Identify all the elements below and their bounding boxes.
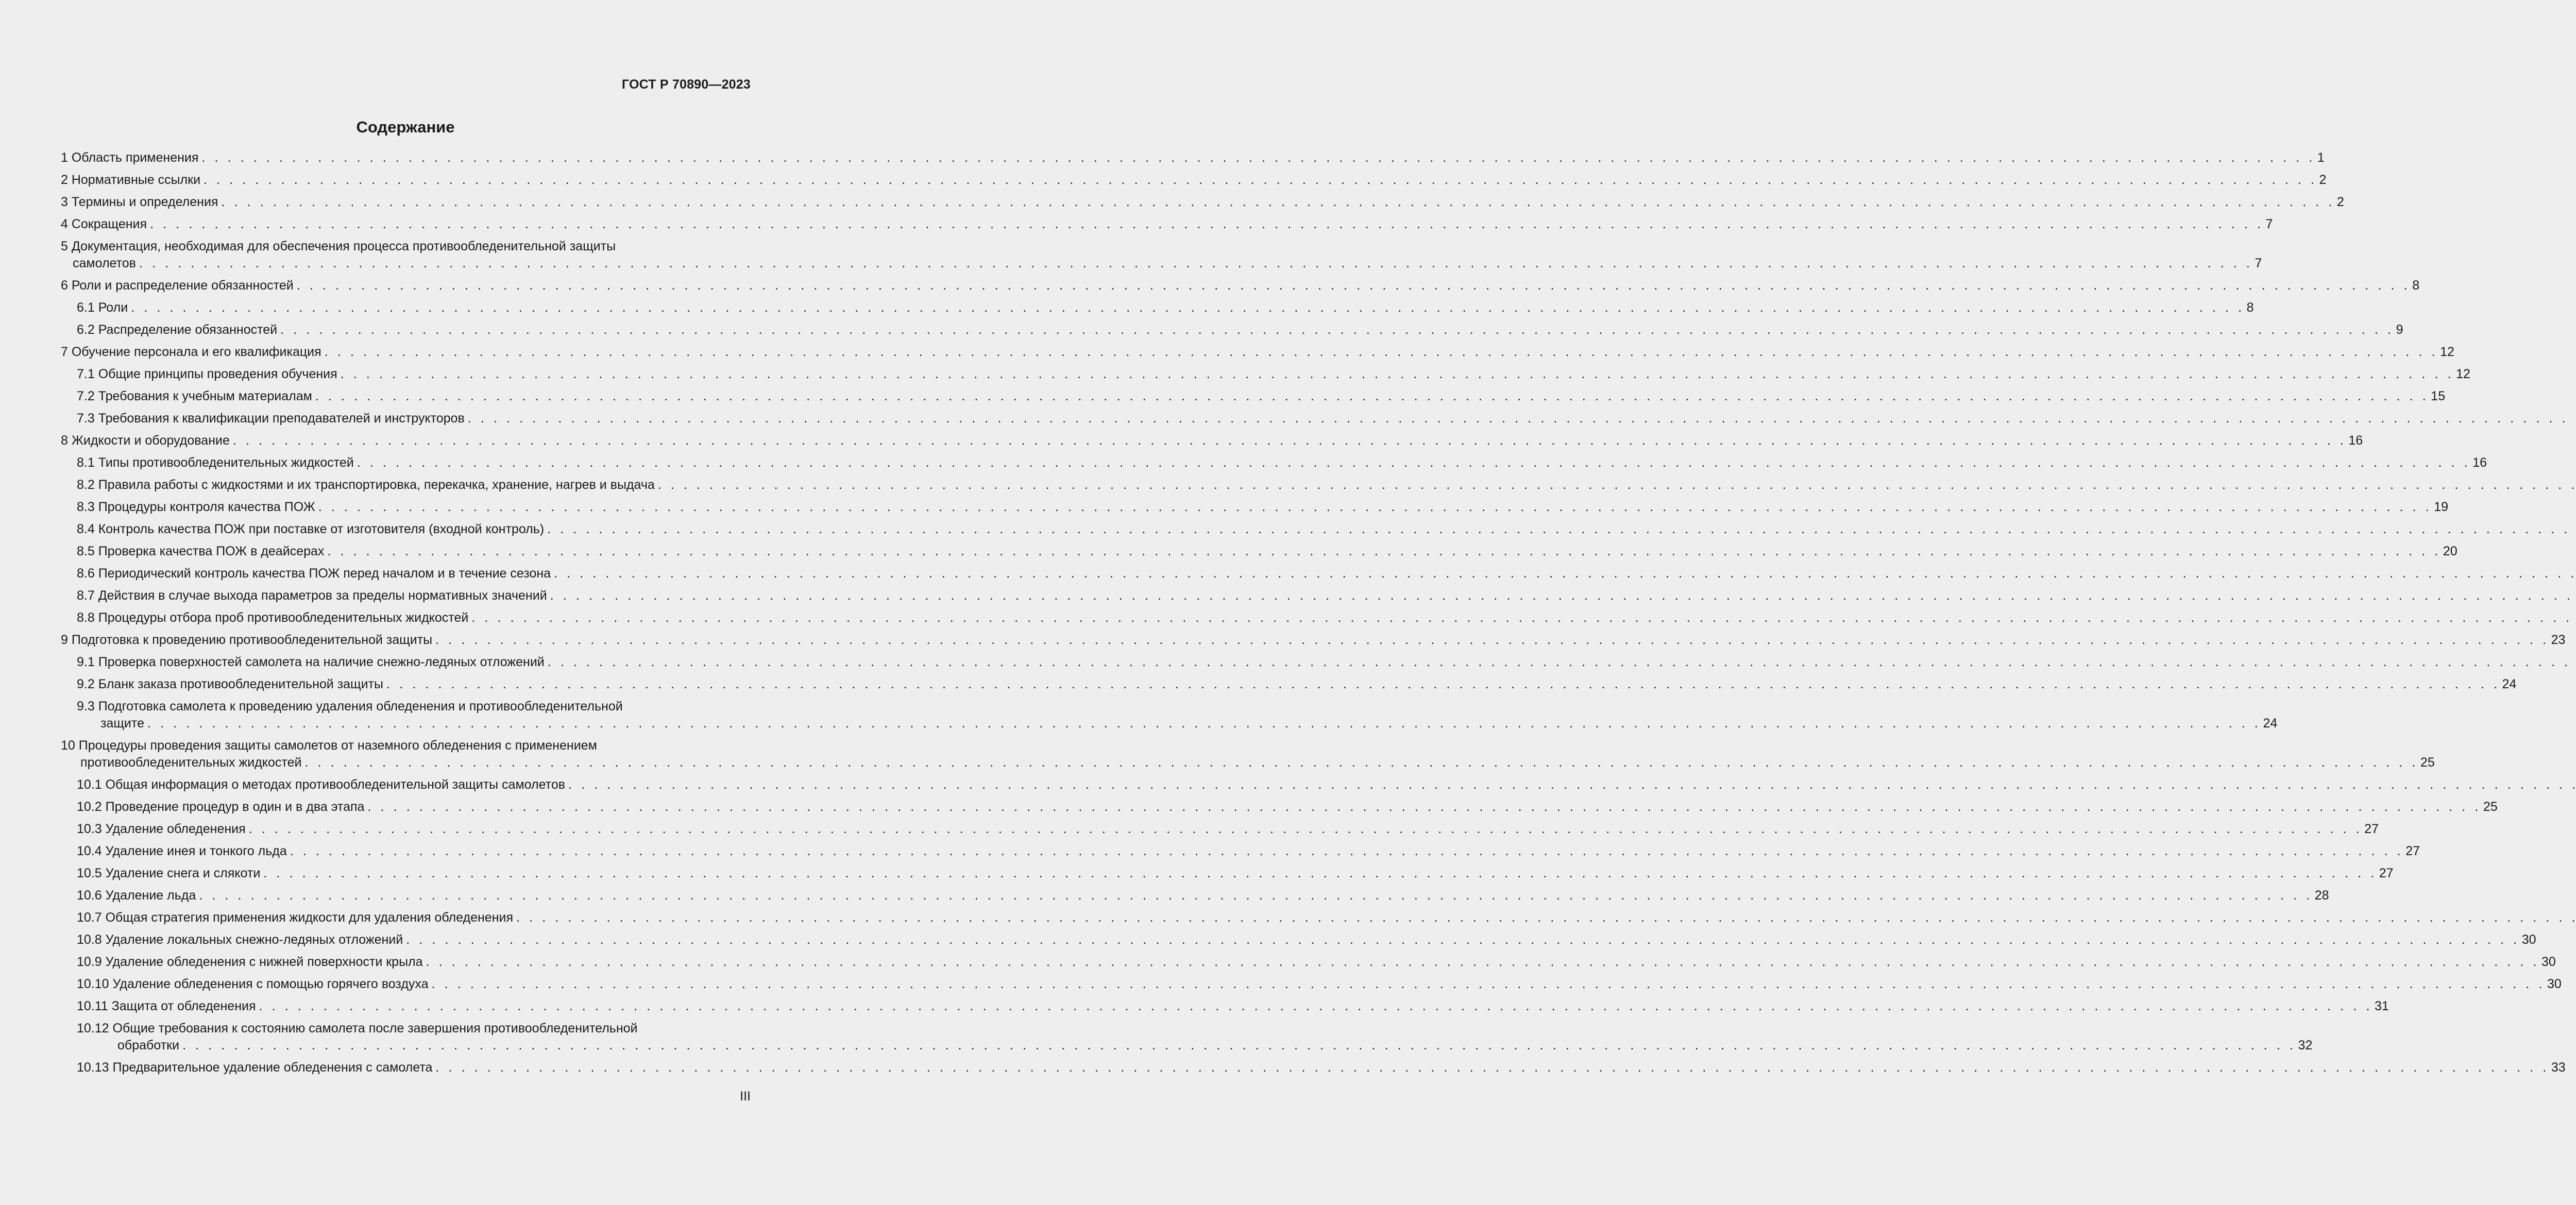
toc-entry-title: 4 Сокращения bbox=[61, 217, 147, 231]
dot-leader bbox=[435, 632, 2549, 649]
toc-entry[interactable] bbox=[77, 587, 751, 604]
toc-entry-title: 7.3 Требования к квалификации преподавателей и инструкторов bbox=[77, 411, 465, 426]
toc-entry[interactable] bbox=[61, 344, 2454, 361]
toc-entry-title: 9.2 Бланк заказа противообледенительной защиты bbox=[77, 677, 384, 691]
toc-title: Содержание bbox=[356, 118, 455, 136]
toc-entry-page: 30 bbox=[2541, 955, 2556, 969]
toc-entry[interactable] bbox=[77, 454, 2487, 471]
dot-leader bbox=[357, 454, 2470, 471]
toc-entry[interactable] bbox=[77, 366, 2470, 383]
toc-entry[interactable] bbox=[77, 887, 2329, 904]
toc-entry-page: 7 bbox=[2265, 217, 2273, 231]
dot-leader bbox=[297, 277, 2410, 294]
toc-entry-page: 27 bbox=[2364, 822, 2379, 836]
toc-entry-page: 32 bbox=[2298, 1038, 2313, 1053]
toc-entry[interactable] bbox=[77, 477, 751, 494]
toc-entry[interactable] bbox=[77, 865, 2394, 882]
dot-leader bbox=[315, 388, 2429, 405]
toc-entry-title: 10.6 Удаление льда bbox=[77, 888, 196, 903]
toc-entry-title: 10.5 Удаление снега и слякоти bbox=[77, 866, 261, 880]
dot-leader bbox=[468, 410, 2576, 427]
dot-leader bbox=[568, 776, 2576, 793]
dot-leader bbox=[658, 477, 2576, 494]
dot-leader bbox=[325, 344, 2438, 361]
toc-entry[interactable] bbox=[77, 609, 751, 626]
toc-entry[interactable] bbox=[77, 976, 2562, 993]
toc-entry-title: 8 Жидкости и оборудование bbox=[61, 433, 230, 448]
toc-entry[interactable] bbox=[77, 799, 2498, 816]
toc-entry-title: 8.5 Проверка качества ПОЖ в деайсерах bbox=[77, 544, 325, 558]
toc-entry-title: 7.1 Общие принципы проведения обучения bbox=[77, 367, 337, 381]
toc-entry[interactable] bbox=[77, 843, 2420, 860]
toc-entry-title: 10.8 Удаление локальных снежно-ледяных отложений bbox=[77, 932, 403, 947]
dot-leader bbox=[426, 954, 2539, 971]
toc-entry-title: 8.1 Типы противообледенительных жидкостей bbox=[77, 455, 354, 470]
toc-entry-title: 10 Процедуры проведения защиты самолетов от наземного обледенения с применением bbox=[61, 738, 597, 753]
toc-entry-title: 6.1 Роли bbox=[77, 300, 128, 315]
dot-leader bbox=[327, 543, 2441, 560]
toc-entry-page: 16 bbox=[2348, 433, 2363, 448]
dot-leader bbox=[471, 609, 2576, 626]
toc-entry-title: 10.9 Удаление обледенения с нижней поверхности крыла bbox=[77, 955, 423, 969]
toc-entry[interactable] bbox=[77, 821, 2379, 838]
toc-entry[interactable] bbox=[77, 388, 2446, 405]
toc-entry-title-continued: самолетов bbox=[73, 256, 136, 270]
toc-entry-title: 10.11 Защита от обледенения bbox=[77, 999, 256, 1013]
toc-entry-title: 10.2 Проведение процедур в один и в два этапа bbox=[77, 800, 365, 814]
toc-entry-page: 8 bbox=[2246, 300, 2254, 315]
toc-entry-title: 8.3 Процедуры контроля качества ПОЖ bbox=[77, 500, 315, 514]
dot-leader bbox=[139, 255, 2252, 272]
toc-entry-page: 27 bbox=[2405, 844, 2420, 858]
toc-entry-page: 16 bbox=[2472, 455, 2487, 470]
toc-entry[interactable] bbox=[61, 194, 2344, 211]
dot-leader bbox=[182, 1037, 2296, 1054]
toc-entry[interactable] bbox=[77, 565, 751, 582]
toc-entry[interactable] bbox=[77, 654, 751, 671]
toc-entry[interactable] bbox=[61, 238, 2262, 272]
dot-leader bbox=[233, 432, 2346, 449]
toc-entry[interactable] bbox=[77, 931, 2536, 948]
toc-entry-title: 6.2 Распределение обязанностей bbox=[77, 323, 278, 337]
dot-leader bbox=[150, 216, 2263, 233]
toc-entry-title: 1 Область применения bbox=[61, 150, 199, 165]
toc-entry[interactable] bbox=[61, 737, 2435, 771]
toc-entry[interactable] bbox=[61, 632, 2566, 649]
toc-entry-title: 9.1 Проверка поверхностей самолета на наличие снежно-ледяных отложений bbox=[77, 655, 545, 669]
toc-entry-page: 27 bbox=[2379, 866, 2394, 880]
dot-leader bbox=[199, 887, 2312, 904]
toc-entry[interactable] bbox=[77, 776, 751, 793]
toc-entry-page: 2 bbox=[2336, 195, 2344, 209]
dot-leader bbox=[304, 754, 2418, 771]
toc-entry-page: 23 bbox=[2551, 633, 2566, 647]
toc-entry-title: 10.7 Общая стратегия применения жидкости для удаления обледенения bbox=[77, 910, 514, 925]
toc-entry[interactable] bbox=[77, 321, 2403, 338]
toc-entry-title: 10.13 Предварительное удаление обледенения с самолета bbox=[77, 1060, 433, 1075]
toc-entry-page: 25 bbox=[2420, 755, 2435, 770]
toc-entry-title-continued: защите bbox=[100, 716, 144, 731]
toc-entry[interactable] bbox=[77, 1020, 2313, 1054]
toc-entry-page: 24 bbox=[2502, 677, 2517, 691]
toc-entry-title: 8.2 Правила работы с жидкостями и их транспортировка, перекачка, хранение, нагрев и выдача bbox=[77, 478, 655, 492]
toc-entry-title: 3 Термины и определения bbox=[61, 195, 218, 209]
toc-entry[interactable] bbox=[61, 172, 2327, 189]
dot-leader bbox=[367, 799, 2481, 816]
toc-entry[interactable] bbox=[77, 1059, 2566, 1076]
dot-leader bbox=[548, 654, 2576, 671]
page-number: III bbox=[740, 1089, 751, 1104]
toc-entry-title: 7.2 Требования к учебным материалам bbox=[77, 389, 312, 403]
toc-entry-page: 19 bbox=[2434, 500, 2449, 514]
dot-leader bbox=[263, 865, 2377, 882]
dot-leader bbox=[341, 366, 2454, 383]
dot-leader bbox=[201, 149, 2315, 166]
toc-entry-title: 10.3 Удаление обледенения bbox=[77, 822, 246, 836]
toc-entry[interactable] bbox=[77, 410, 751, 427]
dot-leader bbox=[435, 1059, 2549, 1076]
dot-leader bbox=[318, 499, 2432, 516]
toc-entry[interactable] bbox=[61, 149, 2325, 166]
dot-leader bbox=[280, 321, 2394, 338]
toc-entry-page: 9 bbox=[2396, 323, 2403, 337]
toc-entry[interactable] bbox=[77, 954, 2556, 971]
toc-entry-page: 1 bbox=[2317, 150, 2325, 165]
dot-leader bbox=[550, 587, 2576, 604]
dot-leader bbox=[204, 172, 2317, 189]
toc-entry-title: 10.10 Удаление обледенения с помощью горячего воздуха bbox=[77, 977, 429, 991]
dot-leader bbox=[290, 843, 2403, 860]
toc-entry-title-continued: обработки bbox=[117, 1038, 180, 1053]
toc-entry[interactable] bbox=[61, 432, 2363, 449]
toc-entry-page: 24 bbox=[2263, 716, 2278, 731]
dot-leader bbox=[516, 909, 2576, 926]
toc-entry-title: 9 Подготовка к проведению противообледенительной защиты bbox=[61, 633, 433, 647]
toc-entry[interactable] bbox=[77, 299, 2254, 316]
toc-entry-title: 8.4 Контроль качества ПОЖ при поставке от изготовителя (входной контроль) bbox=[77, 522, 545, 536]
dot-leader bbox=[386, 676, 2500, 693]
toc-entry-page: 20 bbox=[2443, 544, 2458, 558]
toc-entry[interactable] bbox=[77, 909, 751, 926]
toc-entry[interactable] bbox=[77, 521, 751, 538]
dot-leader bbox=[554, 565, 2576, 582]
toc-entry[interactable] bbox=[77, 998, 2389, 1015]
document-code: ГОСТ Р 70890—2023 bbox=[621, 77, 751, 92]
toc-entry-page: 30 bbox=[2547, 977, 2562, 991]
toc-entry[interactable] bbox=[77, 676, 2517, 693]
toc-entry-page: 12 bbox=[2456, 367, 2470, 381]
toc-entry[interactable] bbox=[77, 698, 2278, 732]
toc-entry[interactable] bbox=[61, 216, 2273, 233]
toc-entry-title: 8.8 Процедуры отбора проб противообледенительных жидкостей bbox=[77, 610, 469, 625]
toc-entry-title: 8.6 Периодический контроль качества ПОЖ перед началом и в течение сезона bbox=[77, 566, 551, 581]
dot-leader bbox=[221, 194, 2334, 211]
toc-entry-title: 5 Документация, необходимая для обеспечения процесса противообледенительной защиты bbox=[61, 239, 616, 253]
toc-entry-page: 33 bbox=[2551, 1060, 2566, 1075]
dot-leader bbox=[249, 821, 2362, 838]
toc-entry-page: 8 bbox=[2412, 278, 2420, 293]
toc-entry-page: 30 bbox=[2521, 932, 2536, 947]
toc-entry-title: 10.4 Удаление инея и тонкого льда bbox=[77, 844, 287, 858]
toc-entry[interactable] bbox=[77, 543, 2458, 560]
toc-entry-page: 15 bbox=[2431, 389, 2446, 403]
toc-entry-title: 9.3 Подготовка самолета к проведению удаления обледенения и противообледенительной bbox=[77, 699, 623, 714]
dot-leader bbox=[147, 715, 2261, 732]
toc-entry-title: 8.7 Действия в случае выхода параметров за пределы нормативных значений bbox=[77, 588, 547, 603]
toc-entry-title: 6 Роли и распределение обязанностей bbox=[61, 278, 294, 293]
toc-entry-title: 2 Нормативные ссылки bbox=[61, 173, 201, 187]
toc-entry[interactable] bbox=[77, 499, 2449, 516]
dot-leader bbox=[259, 998, 2372, 1015]
dot-leader bbox=[131, 299, 2244, 316]
toc-entry-title: 10.1 Общая информация о методах противообледенительной защиты самолетов bbox=[77, 777, 566, 792]
toc-entry[interactable] bbox=[61, 277, 2420, 294]
toc-entry-page: 25 bbox=[2483, 800, 2498, 814]
toc-entry-page: 12 bbox=[2440, 345, 2454, 359]
toc-entry-title-continued: противообледенительных жидкостей bbox=[80, 755, 302, 770]
toc-entry-title: 10.12 Общие требования к состоянию самолета после завершения противообледенительной bbox=[77, 1021, 638, 1036]
table-of-contents bbox=[61, 149, 2566, 1081]
toc-entry-page: 28 bbox=[2314, 888, 2329, 903]
toc-entry-title: 7 Обучение персонала и его квалификация bbox=[61, 345, 321, 359]
toc-entry-page: 31 bbox=[2375, 999, 2389, 1013]
toc-entry-page: 7 bbox=[2255, 256, 2262, 270]
dot-leader bbox=[406, 931, 2519, 948]
dot-leader bbox=[547, 521, 2576, 538]
dot-leader bbox=[432, 976, 2545, 993]
toc-entry-page: 2 bbox=[2319, 173, 2327, 187]
